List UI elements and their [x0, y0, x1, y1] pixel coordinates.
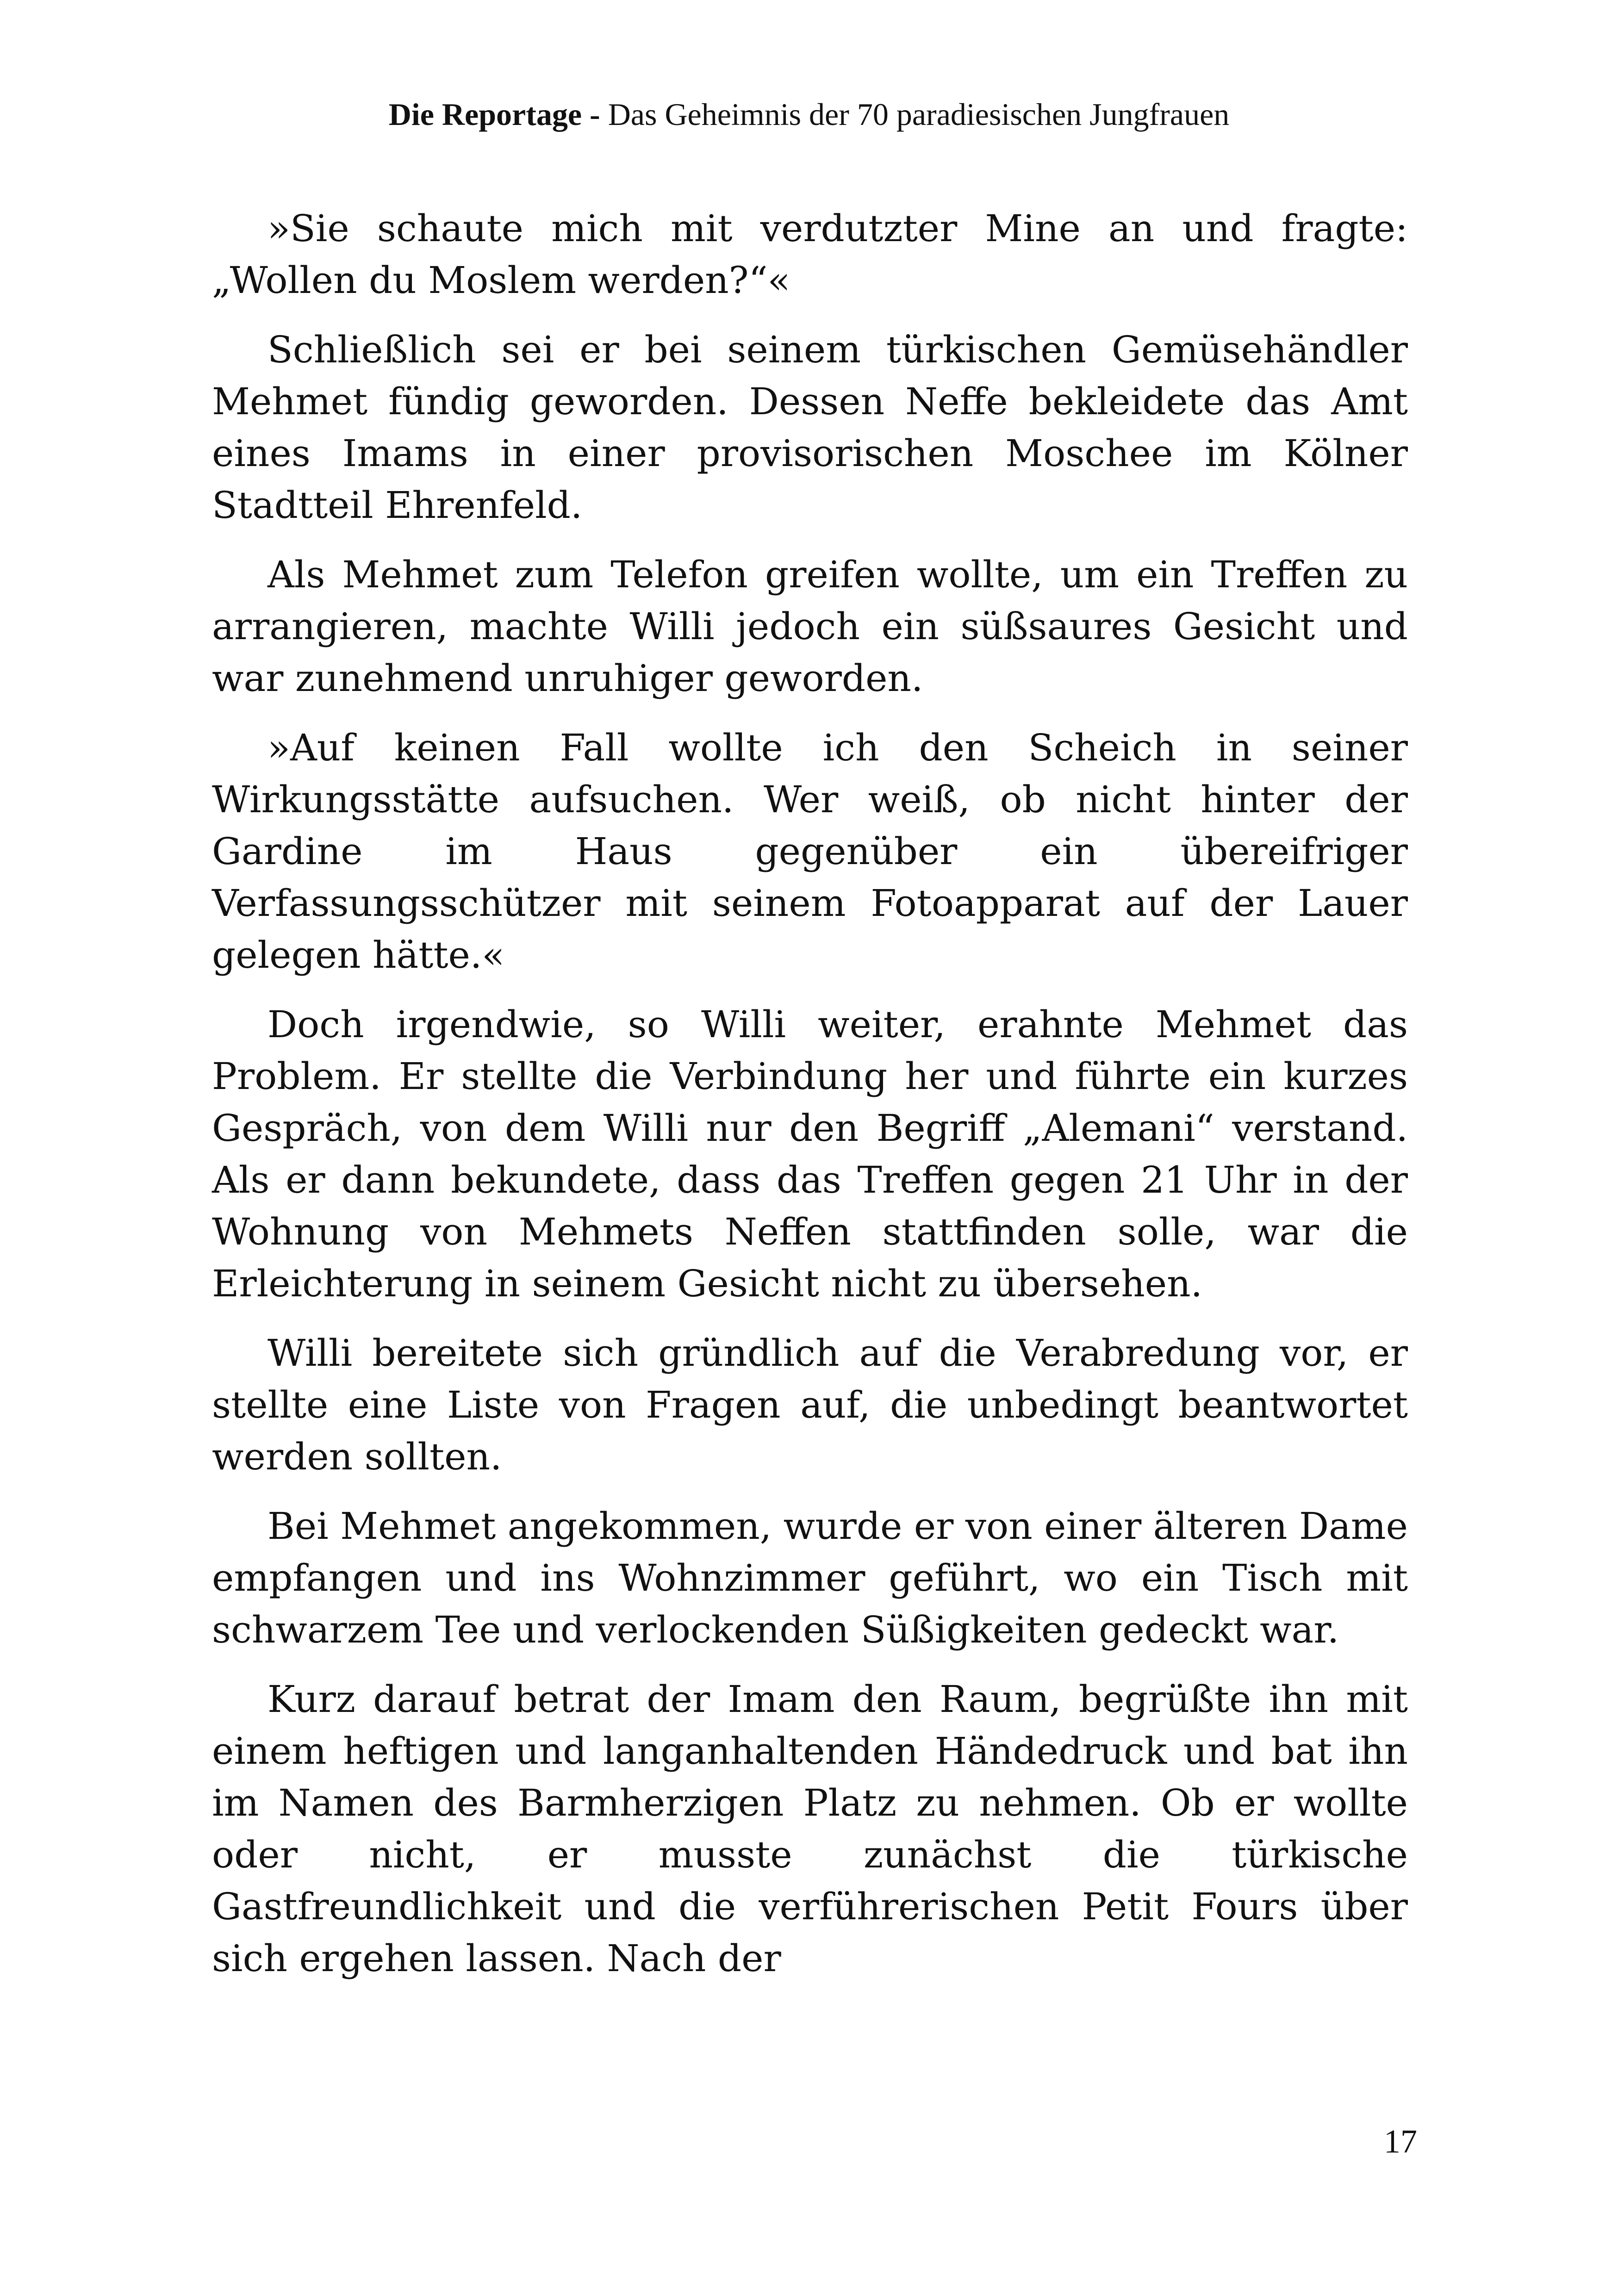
paragraph: »Sie schaute mich mit verdutzter Mine an und fragte: „Wollen du Moslem werden?“«	[212, 207, 1408, 302]
paragraph: Bei Mehmet angekommen, wurde er von einer älteren Dame empfangen und ins Wohnzimmer geführt, wo ein Tisch mit schwarzem Tee und verlockenden Süßigkeiten gedeckt war.	[212, 1505, 1408, 1651]
paragraph: Willi bereitete sich gründlich auf die Verabredung vor, er stellte eine Liste von Fragen auf, die unbedingt beantwortet werden sollten.	[212, 1332, 1408, 1478]
paragraph: Kurz darauf betrat der Imam den Raum, begrüßte ihn mit einem heftigen und langanhaltenden Händedruck und bat ihn im Namen des Barmherzigen Platz zu nehmen. Ob er wollte oder nicht, er musste zunächst die türkische Gastfreundlichkeit und die verführerischen Petit Fours über sich ergehen lassen. Nach der	[212, 1678, 1408, 1980]
header-chapter-title: Das Geheimnis der 70 paradiesischen Jungfrauen	[608, 97, 1230, 132]
running-header	[0, 97, 1618, 132]
header-series-title: Die Reportage	[388, 97, 582, 132]
paragraph: Doch irgendwie, so Willi weiter, erahnte Mehmet das Problem. Er stellte die Verbindung her und führte ein kurzes Gespräch, von dem Willi nur den Begriff „Alemani“ verstand. Als er dann bekundete, dass das Treffen gegen 21 Uhr in der Wohnung von Mehmets Neffen stattfinden solle, war die Erleichterung in seinem Gesicht nicht zu übersehen.	[212, 1003, 1408, 1305]
body-text	[212, 203, 1408, 2002]
header-separator: -	[582, 97, 608, 132]
paragraph: »Auf keinen Fall wollte ich den Scheich in seiner Wirkungsstätte aufsuchen. Wer weiß, ob nicht hinter der Gardine im Haus gegenüber ein übereifriger Verfassungsschützer mit seinem Fotoapparat auf der Lauer gelegen hätte.«	[212, 726, 1408, 977]
paragraph: Schließlich sei er bei seinem türkischen Gemüsehändler Mehmet fündig geworden. Dessen Neffe bekleidete das Amt eines Imams in einer provisorischen Moschee im Kölner Stadtteil Ehrenfeld.	[212, 328, 1408, 527]
paragraph: Als Mehmet zum Telefon greifen wollte, um ein Treffen zu arrangieren, machte Willi jedoch ein süßsaures Gesicht und war zunehmend unruhiger geworden.	[212, 553, 1408, 700]
page-number: 17	[1384, 2123, 1417, 2160]
